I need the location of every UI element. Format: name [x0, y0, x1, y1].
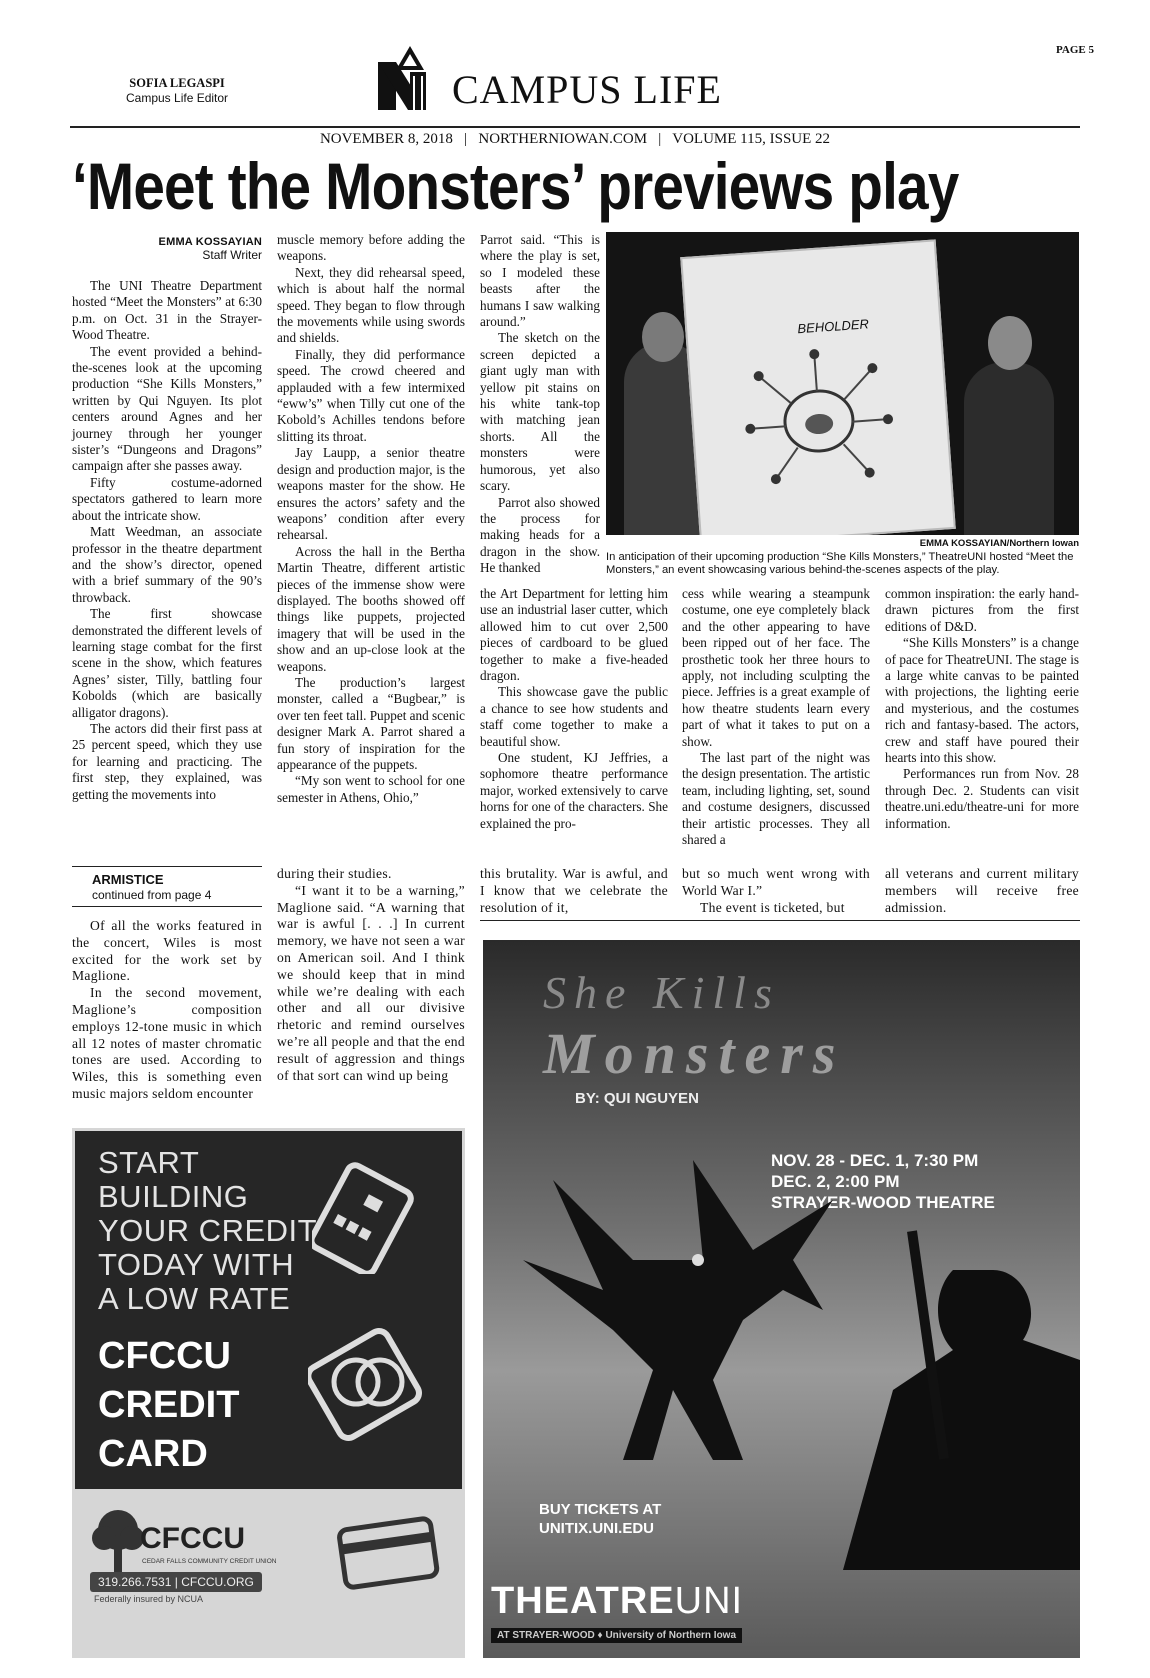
cfccu-contact[interactable]: 319.266.7531 | CFCCU.ORG [90, 1572, 262, 1592]
paragraph: Fifty costume-adorned spectators gathered to learn more about the intricate show. [72, 474, 262, 523]
armistice-continued: continued from page 4 [92, 888, 212, 902]
northern-iowan-logo-icon [370, 46, 446, 110]
cfccu-bold-headline [98, 1332, 239, 1479]
paragraph: The event provided a behind-the-scenes look at the upcoming production “She Kills Monsters,” written by Qui Nguyen. Its plot centers around Agnes and her journey through her younger sister’s “Dungeons and Dragons” campaign after she passes away. [72, 343, 262, 474]
dateline: NOVEMBER 8, 2018 | NORTHERNIOWAN.COM | VOLUME 115, ISSUE 22 [319, 131, 831, 147]
paragraph: this brutality. War is awful, and I know that we celebrate the resolution of it, [480, 866, 668, 915]
armistice-column-5 [885, 866, 1079, 916]
photo-credit: EMMA KOSSAYIAN/Northern Iowan [919, 538, 1079, 549]
paragraph: “She Kills Monsters” is a change of pace for TheatreUNI. The stage is a large white canvas to be painted with projections, the lighting eerie and mysterious, and the costumes rich and fantasy-based. The actors, crew and staff have poured their hearts into this show. [885, 635, 1079, 766]
paragraph: One student, KJ Jeffries, a sophomore theatre performance major, worked extensively to carve horns for one of the characters. She explained the pro- [480, 750, 668, 831]
author-title: Staff Writer [202, 248, 262, 262]
ad-title-line-2: Monsters [543, 1021, 846, 1086]
section-title: CAMPUS LIFE [452, 67, 722, 112]
editor-title: Campus Life Editor [126, 91, 229, 105]
paragraph: “My son went to school for one semester in Athens, Ohio,” [277, 773, 465, 805]
ad-author: BY: QUI NGUYEN [575, 1090, 699, 1107]
paragraph: Matt Weedman, an associate professor in the theatre department and the show’s director, opened with a brief summary of the 90’s throwback. [72, 524, 262, 605]
theatreuni-sub: AT STRAYER-WOOD ♦ University of Northern Iowa [491, 1628, 742, 1643]
editor-name: SOFIA LEGASPI [129, 76, 225, 90]
armistice-rule-bottom [72, 906, 262, 907]
paragraph: the Art Department for letting him use an industrial laser cutter, which allowed him to cut over 2,500 pieces of cardboard to be glued together to make a five-headed dragon. [480, 586, 668, 684]
editor-block [126, 76, 228, 105]
paragraph: muscle memory before adding the weapons. [277, 232, 465, 264]
armistice-column-2 [277, 866, 465, 1084]
paragraph: The UNI Theatre Department hosted “Meet the Monsters” at 6:30 p.m. on Oct. 31 in the Strayer-Wood Theatre. [72, 278, 262, 343]
article-column-4 [682, 586, 870, 849]
ad-tickets[interactable] [539, 1500, 661, 1538]
ad-line: CFCCU [98, 1335, 231, 1377]
header-rule [70, 126, 1080, 128]
paragraph: The last part of the night was the design presentation. The artistic team, including lighting, set, sound and costume designers, discussed their artistic processes. They all shared a [682, 750, 870, 848]
paragraph: The first showcase demonstrated the different levels of learning stage combat for the first scene in the show, which features Agnes’ sister, Tilly, battling four Kobolds (which are basically alligator dragons). [72, 606, 262, 720]
byline [72, 236, 262, 262]
paragraph: Performances run from Nov. 28 through Dec. 2. Students can visit theatre.uni.edu/theatre-uni for more information. [885, 766, 1079, 831]
chip-card-icon [308, 1322, 428, 1442]
headline: ‘Meet the Monsters’ previews play [72, 149, 959, 223]
paragraph: Parrot said. “This is where the play is set, so I modeled these beasts after the humans I saw walking around.” [480, 232, 600, 330]
beholder-sketch-board [680, 239, 956, 535]
paragraph: during their studies. [277, 866, 392, 881]
card-outline-icon [336, 1512, 446, 1592]
ad-line: A LOW RATE [98, 1281, 291, 1316]
paragraph: Jay Laupp, a senior theatre design and production major, is the weapons master for the show. He ensures the actors’ safety and the weapons’ condition after every rehearsal. [277, 445, 465, 543]
paragraph: The sketch on the screen depicted a giant ugly man with yellow pit stains on his white tank-top with matching jean shorts. All the monsters were humorous, yet also scary. [480, 330, 600, 494]
photo-caption: In anticipation of their upcoming production “She Kills Monsters,” TheatreUNI hosted “Meet the Monsters,” an event showcasing various behind-the-scenes aspects of the play. [606, 551, 1074, 576]
paragraph: This showcase gave the public a chance to see how students and staff come together to make a beautiful show. [480, 684, 668, 749]
paragraph: Of all the works featured in the concert, Wiles is most excited for the work set by Maglione. [72, 918, 262, 984]
ad-line: YOUR CREDIT [98, 1213, 318, 1248]
tree-logo-icon [88, 1508, 148, 1578]
article-column-3b [480, 586, 668, 832]
ad-venue: STRAYER-WOOD THEATRE [771, 1193, 995, 1212]
ad-line: BUILDING [98, 1179, 249, 1214]
person-right [964, 362, 1054, 535]
paragraph: common inspiration: the early hand-drawn pictures from the first editions of D&D. [885, 586, 1079, 634]
theatre-ad[interactable] [483, 940, 1080, 1658]
paragraph: “I want it to be a warning,” Maglione said. “A warning that war is awful [. . .] In current memory, we have not seen a war on American soil. And I think we should keep that in mind while we’re dealing with each other and all our divisive rhetoric and remind ourselves we’re all people and that the end result of aggression and things of that sort can wind up being [277, 882, 465, 1083]
paragraph: Next, they did rehearsal speed, which is about half the normal speed. They began to flow through the movements while using swords and shields. [277, 264, 465, 346]
ad-line: CARD [98, 1433, 208, 1475]
armistice-column-1 [72, 918, 262, 1103]
ad-tickets-url[interactable]: UNITIX.UNI.EDU [539, 1520, 655, 1537]
cfccu-logo: CFCCU [140, 1522, 245, 1555]
cfccu-logo-sub: CEDAR FALLS COMMUNITY CREDIT UNION [142, 1558, 277, 1565]
article-column-3a [480, 232, 600, 577]
credit-card-icon [312, 1154, 422, 1274]
armistice-column-4 [682, 866, 870, 916]
paragraph: The event is ticketed, but [700, 899, 845, 915]
paragraph: The production’s largest monster, called a “Bugbear,” is over ten feet tall. Puppet and scenic designer Mark A. Parrot shared a fun story of inspiration for the appearance of the puppets. [277, 674, 465, 772]
cfccu-ad[interactable] [72, 1128, 465, 1658]
beholder-label: BEHOLDER [796, 316, 870, 337]
article-column-5 [885, 586, 1079, 832]
paragraph: cess while wearing a steampunk costume, one eye completely black and the other appearing to have been ripped out of her face. The prosthetic took her three hours to apply, not including sculpting the piece. Jeffries is a great example of how theatre students learn every part of what it takes to put on a show. [682, 586, 870, 749]
warrior-silhouette-icon [783, 1230, 1080, 1600]
paragraph: The actors did their first pass at 25 percent speed, which they use for learning and practicing. The first step, they explained, was getting the movements into [72, 720, 262, 802]
person-left-head [642, 312, 684, 362]
ad-date-line-2: DEC. 2, 2:00 PM [771, 1172, 900, 1191]
ad-line: CREDIT [98, 1384, 240, 1426]
paragraph: all veterans and current military members will receive free admission. [885, 866, 1079, 915]
cfccu-disclaimer: Federally insured by NCUA [94, 1594, 204, 1604]
brand-uni: UNI [674, 1580, 744, 1622]
armistice-end-rule [480, 920, 1080, 921]
paragraph: but so much went wrong with World War I.” [682, 866, 870, 898]
paragraph: In the second movement, Maglione’s composition employs 12-tone music in which all 12 notes of master chromatic tones are used. According to Wiles, this is something even music majors seldom encounter [72, 985, 262, 1101]
ad-date-line-1: NOV. 28 - DEC. 1, 7:30 PM [771, 1151, 979, 1170]
ad-tickets-line-1: BUY TICKETS AT [539, 1501, 662, 1518]
ad-title-line-1: She Kills [543, 967, 780, 1018]
page-number: PAGE 5 [1056, 44, 1094, 56]
person-right-head [988, 316, 1032, 370]
paragraph: Finally, they did performance speed. The crowd cheered and applauded with a few intermixed “eww’s” when Tilly cut one of the Kobold’s Achilles tendons before slitting its throat. [277, 346, 465, 444]
armistice-rule-top [72, 866, 262, 867]
theatreuni-brand [491, 1580, 743, 1623]
author-name: EMMA KOSSAYIAN [158, 236, 262, 248]
theatreuni-logo [483, 1580, 1080, 1658]
armistice-label: ARMISTICE [92, 872, 164, 887]
paragraph: Parrot also showed the process for making heads for a dragon in the show. He thanked [480, 494, 600, 576]
beholder-sketch-icon [739, 341, 899, 501]
event-photo [606, 232, 1079, 535]
article-column-1 [72, 278, 262, 803]
ad-line: TODAY WITH [98, 1247, 295, 1282]
paragraph: Across the hall in the Bertha Martin Theatre, different artistic pieces of the immense show were displayed. The booths showed off things like puppets, projected imagery that will be used in the show and an up-close look at the weapons. [277, 543, 465, 674]
ad-line: START [98, 1145, 200, 1180]
cfccu-headline [98, 1146, 317, 1316]
article-column-2 [277, 232, 465, 806]
armistice-column-3 [480, 866, 668, 916]
brand-theatre: THEATRE [491, 1580, 675, 1622]
